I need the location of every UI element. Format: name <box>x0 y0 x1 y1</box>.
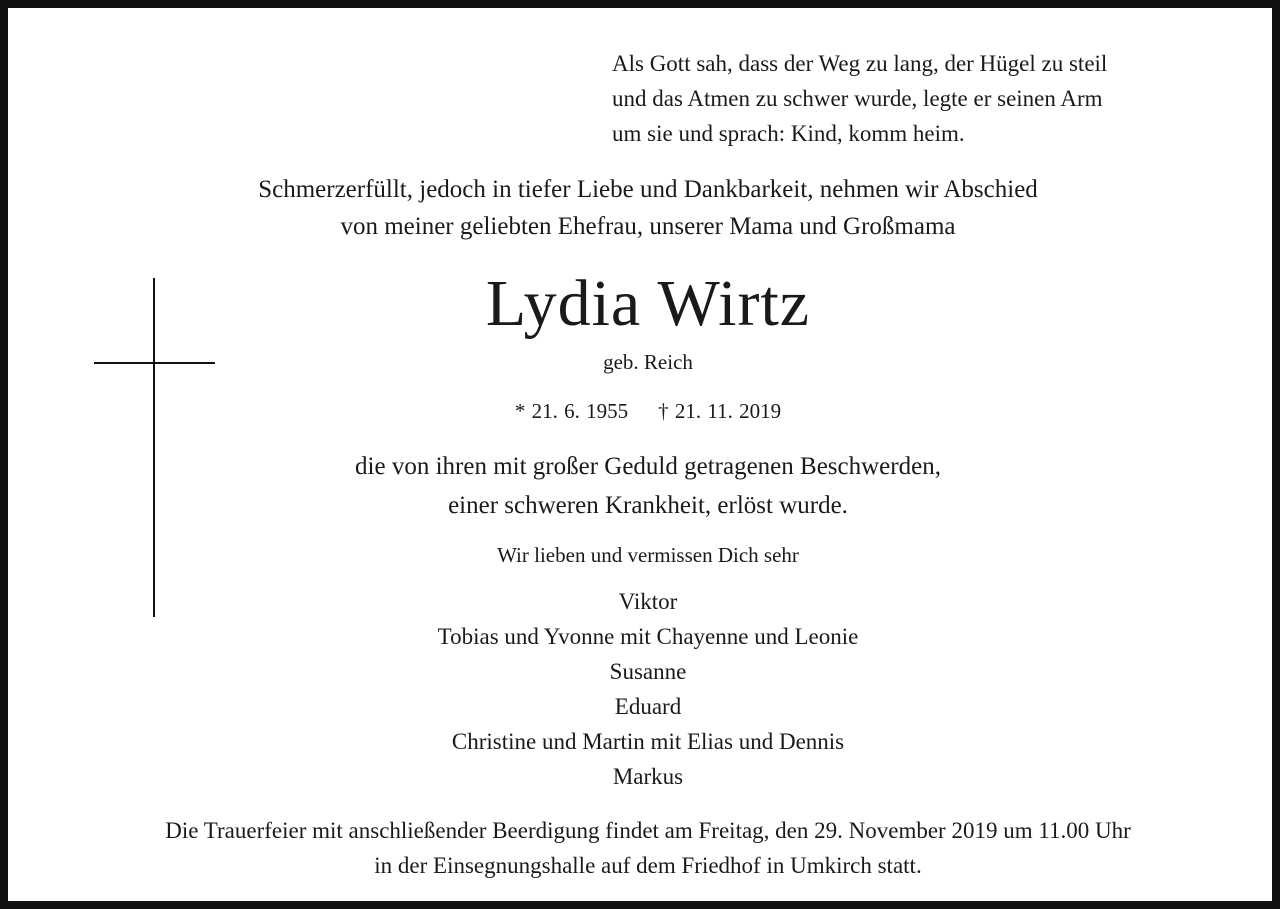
death-date: † 21. 11. 2019 <box>658 399 782 423</box>
relief-line: einer schweren Krankheit, erlöst wurde. <box>448 492 848 519</box>
mourner-entry: Christine und Martin mit Elias und Dennis <box>451 729 845 754</box>
intro-line: Schmerzerfüllt, jedoch in tiefer Liebe und Dankbarkeit, nehmen wir Abschied <box>258 176 1038 203</box>
motto-line: um sie und sprach: Kind, komm heim. <box>612 121 965 146</box>
ceremony-info <box>8 813 1280 883</box>
mourner-entry: Tobias und Yvonne mit Chayenne und Leonie <box>437 624 859 649</box>
mourner-entry: Susanne <box>609 659 687 684</box>
ceremony-line: in der Einsegnungshalle auf dem Friedhof in Umkirch statt. <box>374 853 922 878</box>
motto-verse <box>612 46 1252 151</box>
ceremony-line: Die Trauerfeier mit anschließender Beerdigung findet am Freitag, den 29. November 2019 um 11.00 Uhr <box>165 818 1131 843</box>
mourner-entry: Viktor <box>618 589 678 614</box>
motto-line: und das Atmen zu schwer wurde, legte er seinen Arm <box>612 86 1103 111</box>
deceased-name: Lydia Wirtz <box>485 267 811 340</box>
relief-line: die von ihren mit großer Geduld getragenen Beschwerden, <box>355 453 941 480</box>
intro-text <box>8 171 1280 245</box>
birth-date: * 21. 6. 1955 <box>514 399 629 423</box>
relief-text <box>8 447 1280 525</box>
love-line: Wir lieben und vermissen Dich sehr <box>497 543 799 567</box>
motto-line: Als Gott sah, dass der Weg zu lang, der Hügel zu steil <box>612 51 1108 76</box>
mourner-entry: Markus <box>612 764 684 789</box>
life-dates <box>8 396 1280 426</box>
mourners-list <box>8 584 1280 794</box>
intro-line: von meiner geliebten Ehefrau, unserer Mama und Großmama <box>340 213 956 240</box>
mourner-entry: Eduard <box>614 694 682 719</box>
maiden-name: geb. Reich <box>603 350 693 374</box>
